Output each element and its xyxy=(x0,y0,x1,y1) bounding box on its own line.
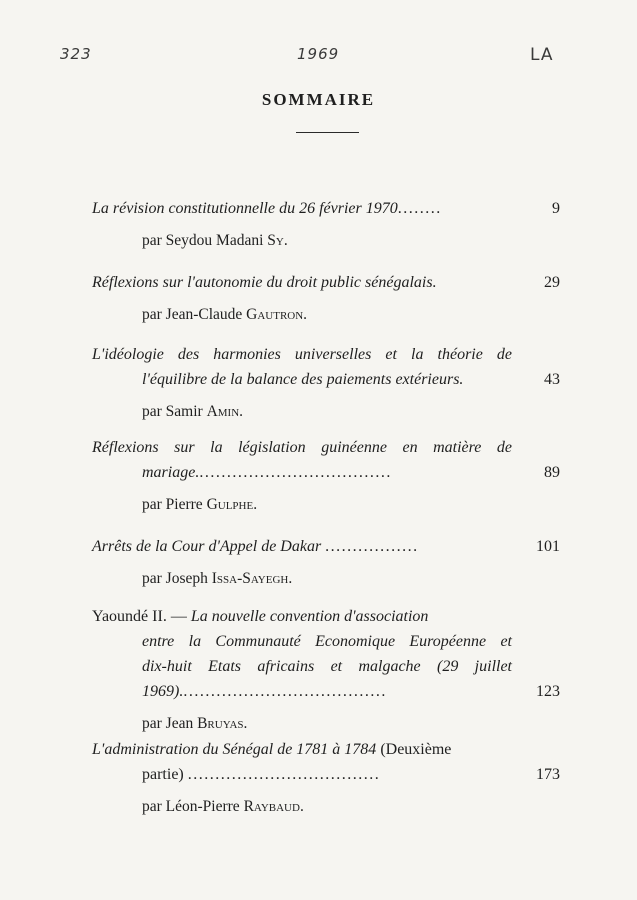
author-prefix: par Pierre xyxy=(142,496,207,513)
page-number: 9 xyxy=(552,200,560,217)
entry-title-line: entre la Communauté Economique Européenne et xyxy=(142,633,512,650)
entry-title-line: mariage. xyxy=(142,464,200,481)
entry-author xyxy=(92,711,568,736)
title-rule xyxy=(296,132,359,133)
entry-title-line: partie) xyxy=(142,766,184,783)
author-prefix: par Joseph xyxy=(142,570,212,587)
leader-dots: ........ xyxy=(397,200,442,217)
page-title: SOMMAIRE xyxy=(261,90,376,109)
toc-entry-1 xyxy=(92,196,568,253)
toc-entry-6 xyxy=(92,604,568,736)
toc-entry-5 xyxy=(92,534,568,591)
author-name: Amin. xyxy=(206,403,244,420)
entry-lead: Yaoundé II. — xyxy=(92,608,191,625)
entry-author xyxy=(92,399,568,424)
author-prefix: par Seydou Madani xyxy=(142,232,268,249)
entry-author xyxy=(92,566,568,591)
entry-title-line: 1969). xyxy=(142,683,184,700)
page-number: 173 xyxy=(536,766,560,783)
entry-title-line: La révision constitutionnelle du 26 février 1970 xyxy=(92,200,398,217)
author-prefix: par Jean-Claude xyxy=(142,306,247,323)
leader-dots: ................................... xyxy=(199,464,392,481)
toc-entry-3 xyxy=(92,342,568,424)
entry-title-line: dix-huit Etats africains et malgache (29 juillet xyxy=(142,658,512,675)
entry-title-line: Arrêts de la Cour d'Appel de Dakar xyxy=(92,538,322,555)
entry-title-tail: (Deuxième xyxy=(376,741,452,758)
author-name: Bruyas. xyxy=(197,715,248,732)
page-number: 43 xyxy=(544,371,560,388)
entry-title-line: Réflexions sur la législation guinéenne en matière de xyxy=(92,439,512,456)
leader-dots: ................................... xyxy=(187,766,381,783)
page-number: 29 xyxy=(544,274,560,291)
handwritten-note-right: LA xyxy=(530,45,554,65)
toc-entry-4 xyxy=(92,435,568,517)
leader-dots: ................. xyxy=(325,538,419,555)
author-name: Raybaud. xyxy=(243,798,304,815)
entry-title-line: l'équilibre de la balance des paiements extérieurs. xyxy=(142,371,464,388)
author-name: Issa-Sayegh. xyxy=(211,570,293,587)
entry-author xyxy=(92,794,568,819)
handwritten-note-left: 323 xyxy=(60,45,92,63)
author-name: Gulphe. xyxy=(206,496,258,513)
author-prefix: par Samir xyxy=(142,403,207,420)
author-prefix: par Jean xyxy=(142,715,198,732)
author-name: Gautron. xyxy=(246,306,308,323)
entry-author xyxy=(92,302,568,327)
entry-author xyxy=(92,228,568,253)
page-number: 123 xyxy=(536,683,560,700)
handwritten-note-year: 1969 xyxy=(297,45,340,63)
entry-title-line: L'administration du Sénégal de 1781 à 1784 xyxy=(92,741,377,758)
leader-dots: ..................................... xyxy=(183,683,387,700)
entry-title-line: Réflexions sur l'autonomie du droit public sénégalais. xyxy=(92,274,437,291)
toc-entry-2 xyxy=(92,270,568,327)
entry-title-line: La nouvelle convention d'association xyxy=(190,608,429,625)
page-number: 101 xyxy=(536,538,560,555)
page-number: 89 xyxy=(544,464,560,481)
author-prefix: par Léon-Pierre xyxy=(142,798,244,815)
toc-entry-7 xyxy=(92,737,568,819)
author-name: Sy. xyxy=(267,232,288,249)
entry-title-line: L'idéologie des harmonies universelles et la théorie de xyxy=(92,346,512,363)
entry-author xyxy=(92,492,568,517)
